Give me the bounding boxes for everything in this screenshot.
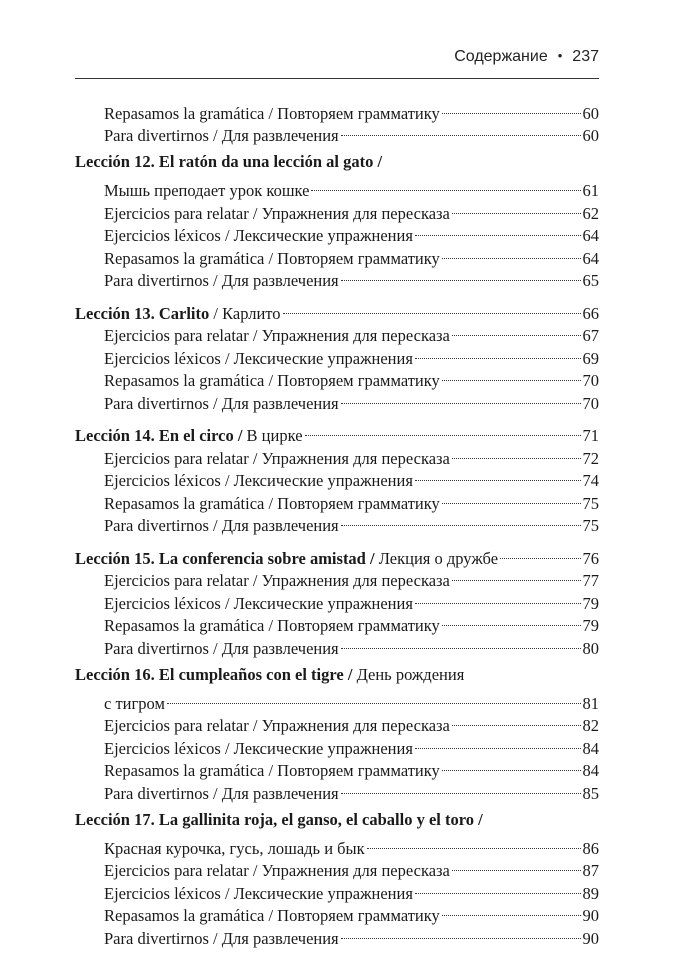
page-number: 67: [582, 326, 599, 345]
entry-title: Ejercicios para relatar / Упражнения для пересказа: [104, 861, 450, 880]
dot-leader: [415, 464, 581, 487]
entry-title: Ejercicios léxicos / Лексические упражнения: [104, 593, 413, 613]
entry-title: Красная курочка, гусь, лошадь и бык: [104, 838, 365, 858]
page-number: 60: [582, 126, 599, 145]
entry-title: Ejercicios léxicos / Лексические упражнения: [104, 738, 413, 758]
entry-title: с тигром: [104, 693, 165, 713]
page-number: 64: [582, 226, 599, 245]
page-number: 87: [582, 861, 599, 880]
dot-leader: [367, 831, 581, 854]
toc-entry: [75, 96, 599, 123]
entry-title: Ejercicios léxicos / Лексические упражнения: [104, 883, 413, 903]
entry-title: Repasamos la gramática / Повторяем грамматику: [104, 248, 440, 268]
page-number: 90: [582, 928, 599, 948]
dot-leader: [452, 564, 581, 587]
dot-leader: [415, 586, 581, 609]
page-number: 86: [582, 838, 599, 858]
dot-leader: [452, 441, 581, 464]
lesson-title-es: Lección 14. En el circo /: [75, 426, 243, 445]
page-number: 84: [582, 738, 599, 758]
entry-title: Repasamos la gramática / Повторяем грамматику: [104, 103, 440, 123]
dot-leader: [442, 241, 581, 264]
lesson-title: [75, 303, 281, 326]
page-number: 70: [582, 393, 599, 413]
page-number: 64: [582, 248, 599, 268]
page-number: 69: [582, 348, 599, 368]
dot-leader: [442, 609, 581, 632]
lesson-title-es: Lección 16. El cumpleaños con el tigre /: [75, 664, 353, 684]
dot-leader: [415, 731, 581, 754]
lesson-title: [75, 425, 303, 448]
dot-leader: [442, 96, 581, 119]
entry-title: Ejercicios léxicos / Лексические упражнения: [104, 348, 413, 368]
entry-title: Para divertirnos / Для развлечения: [104, 516, 339, 535]
lesson-title-es: Lección 13. Carlito: [75, 303, 210, 323]
header-bullet: •: [557, 48, 563, 63]
entry-title: Ejercicios para relatar / Упражнения для пересказа: [104, 716, 450, 735]
dot-leader: [341, 509, 581, 532]
lesson-title: [75, 151, 382, 174]
page-number: 90: [582, 906, 599, 925]
toc-entry: [75, 831, 599, 858]
entry-title: Para divertirnos / Для развлечения: [104, 126, 339, 145]
dot-leader: [311, 174, 580, 197]
dot-leader: [341, 921, 581, 944]
page-number: 66: [582, 303, 599, 323]
lesson-title: [75, 548, 498, 571]
lesson-title-ru: В цирке: [242, 426, 303, 445]
lesson-title: [75, 664, 464, 687]
dot-leader: [305, 419, 581, 442]
dot-leader: [283, 296, 581, 319]
dot-leader: [341, 776, 581, 799]
dot-leader: [442, 899, 581, 922]
entry-title: Ejercicios léxicos / Лексические упражнения: [104, 226, 413, 245]
page-number: 81: [582, 693, 599, 713]
dot-leader: [415, 219, 581, 242]
dot-leader: [452, 196, 581, 219]
toc-lesson-heading: [75, 541, 599, 568]
toc-lesson-heading: [75, 809, 599, 832]
entry-title: Repasamos la gramática / Повторяем грамматику: [104, 616, 440, 635]
dot-leader: [341, 386, 581, 409]
dot-leader: [341, 119, 581, 142]
toc-lesson-heading: [75, 296, 599, 323]
entry-title: Para divertirnos / Для развлечения: [104, 928, 339, 948]
dot-leader: [452, 709, 581, 732]
entry-title: Мышь преподает урок кошке: [104, 181, 310, 200]
lesson-title-es: Lección 15. La conferencia sobre amistad /: [75, 548, 375, 568]
page-number: 79: [582, 616, 599, 635]
dot-leader: [442, 364, 581, 387]
entry-title: Ejercicios léxicos / Лексические упражнения: [104, 471, 413, 490]
running-header: [75, 48, 599, 66]
header-section-title: Содержание: [454, 48, 548, 65]
lesson-title-ru: / Карлито: [209, 303, 281, 323]
dot-leader: [500, 541, 580, 564]
toc-lesson-heading: [75, 664, 599, 687]
lesson-title-es: Lección 12. El ratón da una lección al gato /: [75, 152, 383, 171]
entry-title: Repasamos la gramática / Повторяем грамматику: [104, 371, 440, 390]
entry-title: Para divertirnos / Для развлечения: [104, 393, 339, 413]
dot-leader: [442, 486, 581, 509]
page-number: 70: [582, 371, 599, 390]
page-number: 85: [582, 783, 599, 803]
lesson-title-es: Lección 17. La gallinita roja, el ganso, el caballo y el toro /: [75, 809, 483, 829]
page-number: 80: [582, 638, 599, 658]
page-number: 60: [582, 103, 599, 123]
page-number: 77: [582, 571, 599, 590]
lesson-title: [75, 809, 483, 832]
page-number: 71: [582, 426, 599, 445]
dot-leader: [442, 754, 581, 777]
toc-entry: [75, 174, 599, 200]
entry-title: Ejercicios para relatar / Упражнения для пересказа: [104, 326, 450, 345]
entry-title: Para divertirnos / Для развлечения: [104, 783, 339, 803]
toc-lesson-heading: [75, 151, 599, 174]
table-of-contents: [75, 96, 599, 948]
page-number: 61: [582, 181, 599, 200]
header-rule: [75, 78, 599, 79]
header-page-number: 237: [572, 48, 599, 65]
entry-title: Repasamos la gramática / Повторяем грамматику: [104, 493, 440, 513]
page-number: 65: [582, 271, 599, 290]
page-number: 84: [582, 761, 599, 780]
dot-leader: [167, 686, 581, 709]
page-number: 75: [582, 516, 599, 535]
dot-leader: [341, 264, 581, 287]
entry-title: Para divertirnos / Для развлечения: [104, 638, 339, 658]
dot-leader: [452, 854, 581, 877]
entry-title: Ejercicios para relatar / Упражнения для пересказа: [104, 571, 450, 590]
toc-entry: [75, 686, 599, 713]
dot-leader: [341, 631, 581, 654]
entry-title: Para divertirnos / Для развлечения: [104, 271, 339, 290]
page-number: 76: [582, 548, 599, 568]
dot-leader: [415, 876, 581, 899]
page-number: 89: [582, 883, 599, 903]
entry-title: Repasamos la gramática / Повторяем грамматику: [104, 761, 440, 780]
dot-leader: [415, 341, 581, 364]
entry-title: Ejercicios para relatar / Упражнения для пересказа: [104, 448, 450, 468]
page-number: 82: [582, 716, 599, 735]
page-number: 74: [582, 471, 599, 490]
page-number: 75: [582, 493, 599, 513]
entry-title: Ejercicios para relatar / Упражнения для пересказа: [104, 203, 450, 223]
page-number: 79: [582, 593, 599, 613]
lesson-title-ru: Лекция о дружбе: [374, 548, 499, 568]
page-number: 62: [582, 203, 599, 223]
dot-leader: [452, 319, 581, 342]
entry-title: Repasamos la gramática / Повторяем грамматику: [104, 906, 440, 925]
toc-lesson-heading: [75, 419, 599, 445]
page-number: 72: [582, 448, 599, 468]
lesson-title-ru: День рождения: [352, 664, 465, 684]
